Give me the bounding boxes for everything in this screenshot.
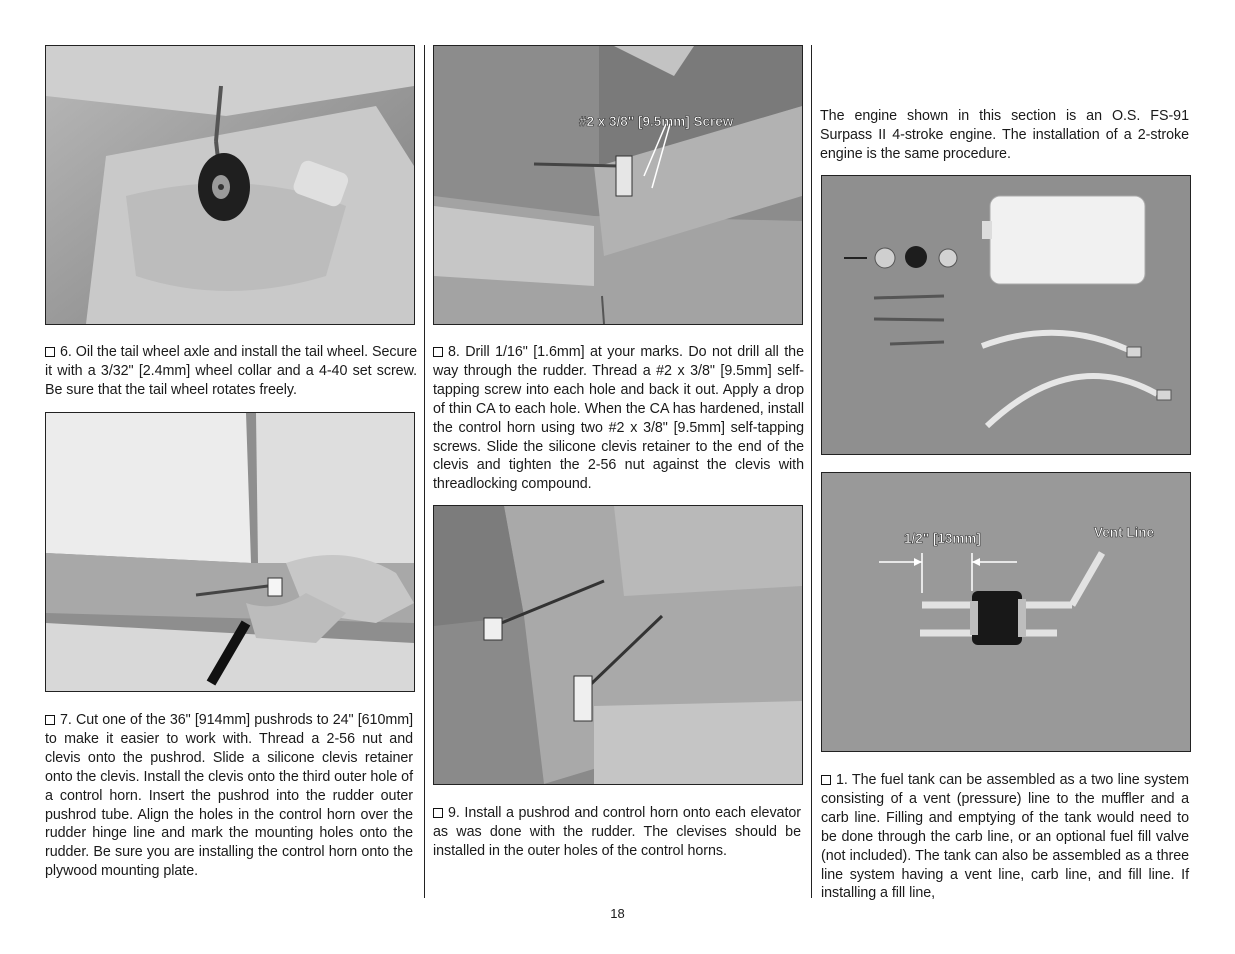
rudder-horn-marking-photo xyxy=(45,412,415,692)
fuel-stopper-assembly-photo xyxy=(821,472,1191,752)
checkbox-icon[interactable] xyxy=(45,715,55,725)
control-horn-screw-photo xyxy=(433,45,803,325)
step-9-text: 9. Install a pushrod and control horn onto each elevator as was done with the rudder. The clevises should be installed in the outer holes of the control horns. xyxy=(433,805,801,859)
page-number: 18 xyxy=(610,906,625,921)
engine-intro-text: The engine shown in this section is an O.S. FS-91 Surpass II 4-stroke engine. The installation of a 2-stroke engine is the same procedure. xyxy=(820,108,1189,162)
step-7-text: 7. Cut one of the 36" [914mm] pushrods to 24" [610mm] to make it easier to work with. Thread a 2-56 nut and clevis onto the pushrod. Slide a silicone clevis retainer onto the clevis. Install the clevis onto the third outer hole of a control horn. Insert the pushrod into the rudder outer pushrod tube. Align the holes in the control horn over the rudder hinge line and mark the mounting holes onto the rudder. Be sure you are installing the control horn onto the plywood mounting plate. xyxy=(45,712,413,880)
dimension-callout-label: 1/2" [13mm] xyxy=(904,531,981,546)
checkbox-icon[interactable] xyxy=(433,347,443,357)
elevator-horns-photo xyxy=(433,505,803,785)
fuel-tank-parts-photo xyxy=(821,175,1191,455)
column-divider xyxy=(811,45,812,898)
checkbox-icon[interactable] xyxy=(433,808,443,818)
step-6-text: 6. Oil the tail wheel axle and install the tail wheel. Secure it with a 3/32" [2.4mm] wheel collar and a 4-40 set screw. Be sure that the tail wheel rotates freely. xyxy=(45,344,417,398)
column-divider xyxy=(424,45,425,898)
checkbox-icon[interactable] xyxy=(45,347,55,357)
vent-line-callout-label: Vent Line xyxy=(1094,525,1155,540)
step-1-text: 1. The fuel tank can be assembled as a two line system consisting of a vent (pressure) line to the muffler and a carb line. Filling and emptying of the tank would need to be done through the carb line, or an optional fuel fill valve (not included). The tank can also be assembled as a three line system having a vent line, carb line, and fill line. If installing a fill line, xyxy=(821,772,1189,902)
step-8-text: 8. Drill 1/16" [1.6mm] at your marks. Do not drill all the way through the rudder. Thread a #2 x 3/8" [9.5mm] self-tapping screw into each hole and back it out. Apply a drop of thin CA to each hole. When the CA has hardened, install the control horn using two #2 x 3/8" [9.5mm] self-tapping screws. Slide the silicone clevis retainer to the end of the clevis and tighten the 2-56 nut against the clevis with threadlocking compound. xyxy=(433,344,804,493)
checkbox-icon[interactable] xyxy=(821,775,831,785)
screw-callout-label: #2 x 3/8" [9.5mm] Screw xyxy=(579,114,734,129)
tail-wheel-photo xyxy=(45,45,415,325)
